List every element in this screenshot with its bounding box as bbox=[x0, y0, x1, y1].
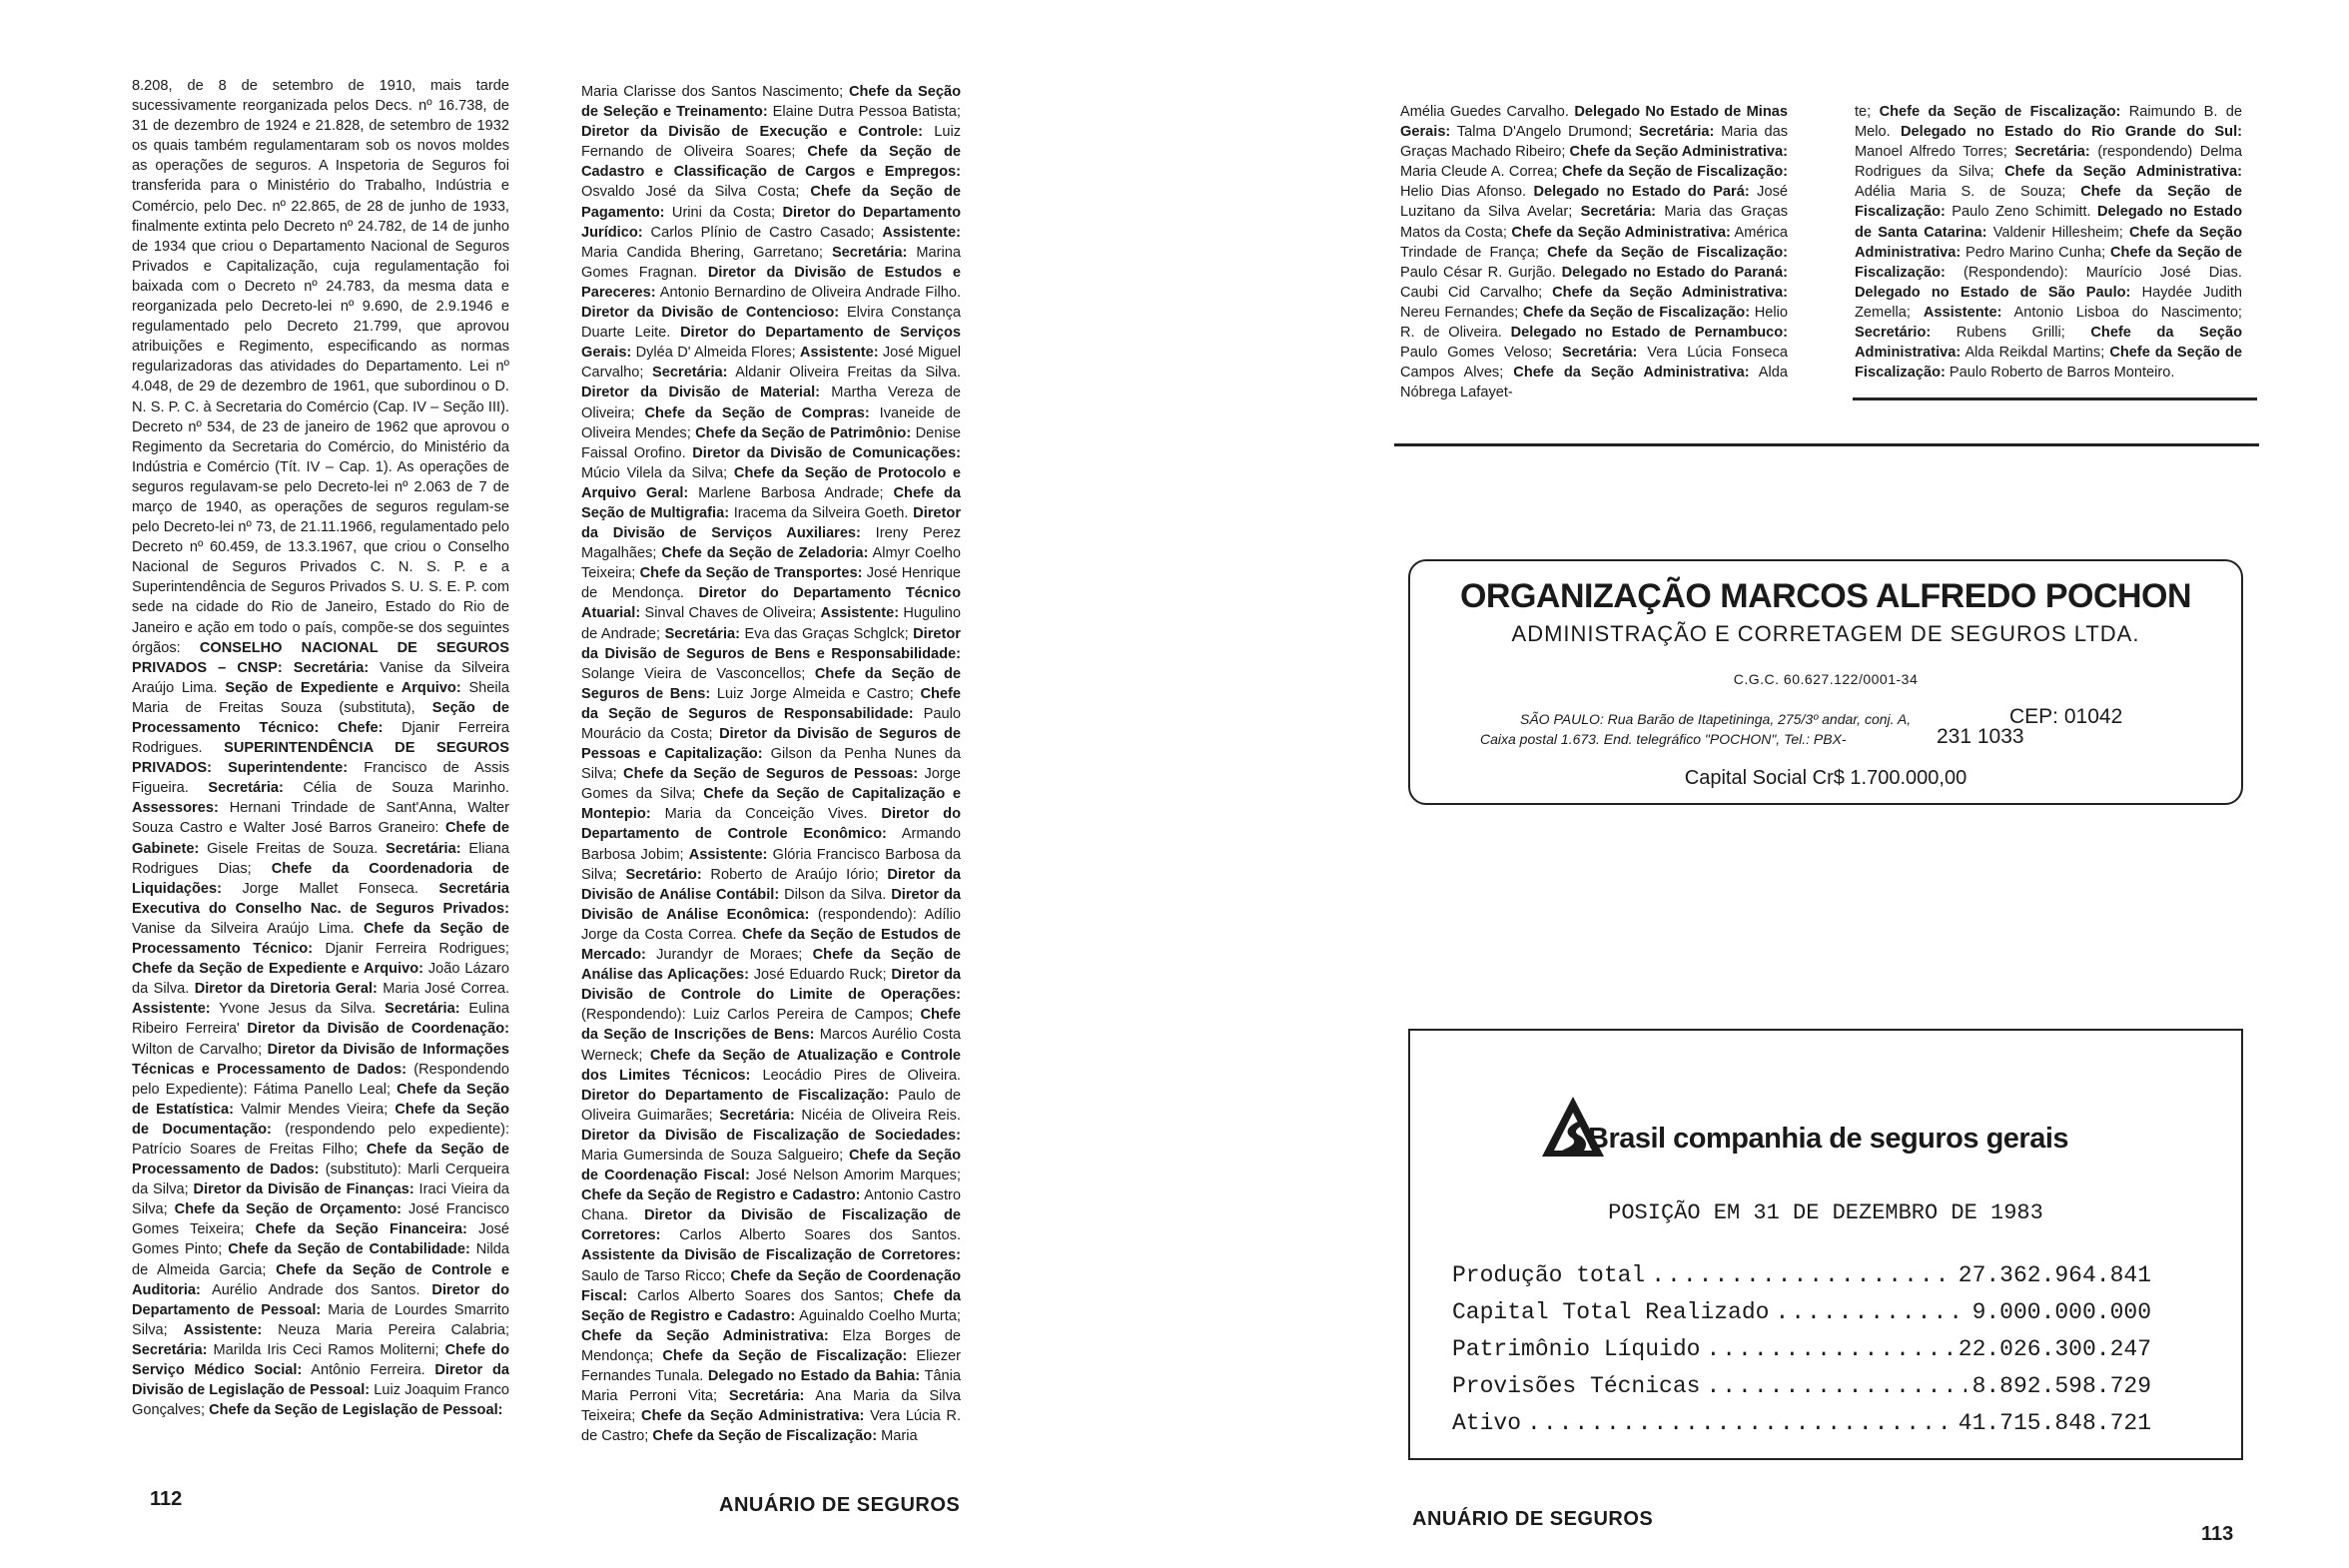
bold-label: Diretor da Divisão de Análise Contábil: bbox=[581, 866, 961, 903]
text-run: Tânia Maria Perroni Vita; bbox=[581, 1368, 961, 1405]
bold-label: Chefe do Serviço Médico Social: bbox=[132, 1341, 509, 1378]
text-run: Dilson da Silva. bbox=[779, 886, 892, 903]
text-run: Alda Nóbrega Lafayet- bbox=[1400, 365, 1788, 401]
bold-label: Chefe da Seção Administrativa: bbox=[1855, 325, 2242, 362]
bold-label: Diretor da Divisão de Finanças: bbox=[193, 1181, 414, 1198]
bold-label: Chefe da Seção de Fiscalização: bbox=[1855, 345, 2242, 382]
bold-label: Secretária: bbox=[386, 840, 461, 857]
bold-label: Delegado no Estado do Rio Grande do Sul: bbox=[1900, 124, 2242, 141]
bold-label: Assistente: bbox=[183, 1321, 263, 1338]
bold-label: Diretor da Divisão de Execução e Controle: bbox=[581, 124, 924, 141]
bold-label: Chefe da Seção de Análise das Aplicações: bbox=[581, 947, 961, 984]
text-run: Paulo Roberto de Barros Monteiro. bbox=[1945, 365, 2175, 382]
text-run: Eva das Graças Schglck; bbox=[740, 625, 914, 642]
text-run: Haydée Judith Zemella; bbox=[1855, 284, 2242, 321]
text-run: Nereu Fernandes; bbox=[1400, 304, 1523, 321]
bold-label: Diretor da Divisão de Contencioso: bbox=[581, 305, 840, 322]
text-run: (respondendo) Delma Rodrigues da Silva; bbox=[1855, 144, 2242, 181]
text-run: (Respondendo): Maurício José Dias. bbox=[1945, 264, 2242, 281]
bold-label: Delegado no Estado de Pernambuco: bbox=[1510, 325, 1788, 342]
bold-label: Seção de Processamento Técnico: Chefe: bbox=[132, 699, 509, 736]
bold-label: Secretária Executiva do Conselho Nac. de Seguros Privados: bbox=[132, 880, 509, 917]
text-run: Carlos Alberto Soares dos Santos; bbox=[627, 1287, 894, 1304]
text-run: Maria da Conceição Vives. bbox=[650, 806, 882, 823]
bold-label: Chefe da Seção de Expediente e Arquivo: bbox=[132, 961, 424, 978]
bold-label: Diretor da Divisão de Legislação de Pessoal: bbox=[132, 1362, 509, 1399]
text-run: Hugulino de Andrade; bbox=[581, 605, 961, 642]
running-head-right: ANUÁRIO DE SEGUROS bbox=[1412, 1508, 1654, 1530]
bold-label: Chefe da Seção de Coordenação Fiscal: bbox=[581, 1267, 961, 1304]
text-run: Eliana Rodrigues Dias; bbox=[132, 840, 509, 877]
dot-leader bbox=[1527, 1410, 1953, 1436]
bold-label: Chefe da Seção de Seleção e Treinamento: bbox=[581, 84, 961, 121]
bold-label: Diretor da Divisão de Informações Técnicas e Processamento de Dados: bbox=[132, 1041, 509, 1078]
bold-label: Delegado no Estado da Bahia: bbox=[707, 1368, 921, 1384]
bold-label: Secretária: bbox=[1561, 345, 1638, 362]
text-run: (substituto): Marli Cerqueira da Silva; bbox=[132, 1162, 509, 1198]
text-run: Djanir Ferreira Rodrigues. bbox=[132, 720, 509, 757]
bold-label: Delegado No Estado de Minas Gerais: bbox=[1400, 104, 1788, 141]
bold-label: Chefe da Seção de Estudos de Mercado: bbox=[581, 926, 961, 964]
text-run: Marilda Iris Ceci Ramos Moliterni; bbox=[207, 1341, 445, 1358]
text-run: Paulo Mourácio da Costa; bbox=[581, 705, 961, 742]
text-run: Maria das Graças Machado Ribeiro; bbox=[1400, 124, 1788, 161]
bold-label: Chefe da Seção Financeira: bbox=[255, 1221, 467, 1238]
pochon-phone: 231 1033 bbox=[1937, 725, 2024, 748]
bold-label: Chefe da Seção de Pagamento: bbox=[581, 184, 961, 221]
text-run: Martha Vereza de Oliveira; bbox=[581, 385, 961, 421]
left-page-column-2 bbox=[581, 82, 961, 1478]
bold-label: Assistente: bbox=[1923, 304, 2002, 321]
text-run: Carlos Plínio de Castro Casado; bbox=[642, 224, 883, 241]
text-run: Maria Clarisse dos Santos Nascimento; bbox=[581, 84, 849, 100]
text-run: Dyléa D' Almeida Flores; bbox=[631, 345, 800, 362]
text-run: Denise Faissal Orofino. bbox=[581, 424, 961, 461]
bold-label: Chefe da Seção de Seguros de Bens: bbox=[581, 665, 961, 702]
text-run: Ana Maria da Silva Teixeira; bbox=[581, 1388, 961, 1425]
brasil-advertisement bbox=[1408, 1029, 2243, 1460]
bold-label: Secretária: bbox=[2014, 144, 2090, 161]
dot-leader bbox=[1775, 1299, 1965, 1325]
text-run: Célia de Souza Marinho. bbox=[283, 780, 509, 797]
bold-label: Secretária: bbox=[385, 1001, 460, 1018]
text-run: José Luzitano da Silva Avelar; bbox=[1400, 184, 1788, 221]
text-run: Jorge Gomes da Silva; bbox=[581, 766, 961, 803]
bold-label: Diretor da Divisão de Fiscalização de Sociedades: bbox=[581, 1127, 961, 1144]
text-run: Neuza Maria Pereira Calabria; bbox=[262, 1321, 509, 1338]
bold-label: Delegado no Estado de Santa Catarina: bbox=[1855, 204, 2242, 241]
text-run: Wilton de Carvalho; bbox=[132, 1041, 268, 1058]
text-run: José Eduardo Ruck; bbox=[748, 967, 892, 984]
text-run: Yvone Jesus da Silva. bbox=[210, 1001, 386, 1018]
text-run: Maria Candida Bhering, Garretano; bbox=[581, 244, 832, 261]
text-run: Helio Dias Afonso. bbox=[1400, 184, 1534, 201]
bold-label: Secretária: bbox=[652, 365, 728, 382]
text-run: Rubens Grilli; bbox=[1931, 325, 2091, 342]
bold-label: Chefe da Seção de Seguros de Pessoas: bbox=[623, 766, 919, 783]
column-text bbox=[1855, 102, 2242, 383]
pochon-company-subtitle: ADMINISTRAÇÃO E CORRETAGEM DE SEGUROS LTDA. bbox=[1511, 621, 2140, 646]
text-run: Paulo Gomes Veloso; bbox=[1400, 345, 1562, 362]
text-run: Vanise da Silveira Araújo Lima. bbox=[132, 920, 364, 937]
text-run: Amélia Guedes Carvalho. bbox=[1400, 104, 1575, 120]
bold-label: Chefe da Seção de Estatística: bbox=[132, 1081, 509, 1118]
position-date: POSIÇÃO EM 31 DE DEZEMBRO DE 1983 bbox=[1608, 1200, 2043, 1225]
bold-label: Assistente: bbox=[132, 1001, 211, 1018]
text-run: Djanir Ferreira Rodrigues; bbox=[313, 941, 509, 958]
bold-label: Delegado no Estado do Paraná: bbox=[1561, 264, 1788, 281]
text-run: (Respondendo pelo Expediente): Fátima Panello Leal; bbox=[132, 1061, 509, 1098]
page-number-left: 112 bbox=[150, 1488, 183, 1510]
financial-value: 41.715.848.721 bbox=[1958, 1410, 2151, 1436]
financial-label: Ativo bbox=[1452, 1410, 1522, 1436]
text-run: Maria bbox=[877, 1428, 918, 1445]
text-run: Maria de Lourdes Smarrito Silva; bbox=[132, 1301, 509, 1338]
financial-label: Patrimônio Líquido bbox=[1452, 1336, 1701, 1362]
bold-label: Chefe da Seção de Fiscalização: bbox=[1879, 104, 2121, 120]
text-run: Paulo César R. Gurjão. bbox=[1400, 264, 1562, 281]
text-run: Armando Barbosa Jobim; bbox=[581, 826, 961, 863]
pochon-advertisement bbox=[1408, 559, 2243, 805]
right-page-column-2 bbox=[1855, 102, 2242, 384]
bold-label: Diretor do Departamento Jurídico: bbox=[581, 204, 961, 241]
bold-label: Diretor da Divisão de Análise Econômica: bbox=[581, 886, 961, 923]
text-run: América Trindade de França; bbox=[1400, 224, 1788, 261]
text-run: Iraci Vieira da Silva; bbox=[132, 1181, 509, 1218]
bold-label: Diretor da Diretoria Geral: bbox=[194, 981, 378, 998]
financial-row-provisions bbox=[1452, 1373, 2151, 1407]
text-run: Múcio Vilela da Silva; bbox=[581, 464, 734, 481]
bold-label: Delegado no Estado de São Paulo: bbox=[1855, 284, 2131, 301]
financial-label: Provisões Técnicas bbox=[1452, 1373, 1701, 1399]
column-text bbox=[132, 76, 509, 1420]
bold-label: Diretor do Departamento de Serviços Gerais: bbox=[581, 325, 961, 362]
text-run: Elza Borges de Mendonça; bbox=[581, 1327, 961, 1364]
financial-label: Capital Total Realizado bbox=[1452, 1299, 1770, 1325]
text-run: Adélia Maria S. de Souza; bbox=[1855, 184, 2081, 201]
bold-label: Diretor da Divisão de Estudos e Pareceres: bbox=[581, 264, 961, 301]
bold-label: Secretária: bbox=[208, 780, 284, 797]
text-run: Maria das Graças Matos da Costa; bbox=[1400, 204, 1788, 241]
pochon-cgc: C.G.C. 60.627.122/0001-34 bbox=[1733, 671, 1919, 687]
bold-label: Chefe da Seção de Fiscalização: bbox=[1855, 244, 2242, 281]
financial-row-assets bbox=[1452, 1410, 2151, 1444]
bold-label: Diretor da Divisão de Seguros de Pessoas e Capitalização: bbox=[581, 726, 961, 763]
text-run: Iracema da Silveira Goeth. bbox=[729, 504, 914, 521]
text-run: Valdenir Hillesheim; bbox=[1986, 224, 2129, 241]
text-run: Talma D'Angelo Drumond; bbox=[1450, 124, 1639, 141]
bold-label: Chefe da Seção de Processamento de Dados: bbox=[132, 1141, 509, 1178]
financial-value: 27.362.964.841 bbox=[1958, 1262, 2151, 1288]
dot-leader bbox=[1651, 1262, 1953, 1288]
bold-label: Assistente: bbox=[799, 345, 879, 362]
text-run: Eliezer Fernandes Tunala. bbox=[581, 1347, 961, 1384]
bold-label: Chefe da Seção de Zeladoria: bbox=[661, 545, 869, 562]
bold-label: Chefe da Seção de Fiscalização: bbox=[1855, 184, 2242, 221]
text-run: Aldanir Oliveira Freitas da Silva. bbox=[727, 365, 961, 382]
bold-label: Diretor do Departamento de Pessoal: bbox=[132, 1281, 509, 1318]
running-head-left: ANUÁRIO DE SEGUROS bbox=[719, 1494, 961, 1516]
bold-label: Chefe da Seção de Capitalização e Montepio: bbox=[581, 786, 961, 823]
dot-leader bbox=[1706, 1373, 1965, 1399]
bold-label: Chefe da Seção de Fiscalização: bbox=[1547, 244, 1788, 261]
text-run: Raimundo B. de Melo. bbox=[1855, 104, 2242, 141]
bold-label: Chefe da Seção Administrativa: bbox=[641, 1408, 865, 1425]
bold-label: Secretário: bbox=[1855, 325, 1932, 342]
text-run: Maria José Correa. bbox=[377, 981, 509, 998]
dot-leader bbox=[1706, 1336, 1952, 1362]
text-run: te; bbox=[1855, 104, 1880, 120]
text-run: Aurélio Andrade dos Santos. bbox=[200, 1281, 432, 1298]
text-run: Luiz Jorge Almeida e Castro; bbox=[710, 685, 921, 702]
text-run: Marina Gomes Fragnan. bbox=[581, 244, 961, 281]
text-run: Luiz Joaquim Franco Gonçalves; bbox=[132, 1382, 509, 1419]
financial-row-capital bbox=[1452, 1299, 2151, 1333]
text-run: Leocádio Pires de Oliveira. bbox=[750, 1067, 961, 1084]
pochon-address-line-1: SÃO PAULO: Rua Barão de Itapetininga, 275/3º andar, conj. A, bbox=[1520, 711, 1912, 727]
text-run: (respondendo): Adílio Jorge da Costa Correa. bbox=[581, 906, 961, 943]
text-run: Helio R. de Oliveira. bbox=[1400, 304, 1788, 342]
bold-label: Chefe da Seção de Registro e Cadastro: bbox=[581, 1187, 861, 1204]
text-run: Paulo Zeno Schimitt. bbox=[1945, 204, 2098, 221]
text-run: Manoel Alfredo Torres; bbox=[1855, 144, 2015, 161]
financial-label: Produção total bbox=[1452, 1262, 1646, 1288]
text-run: Hernani Trindade de Sant'Anna, Walter Souza Castro e Walter José Barros Graneiro: bbox=[132, 800, 509, 837]
bold-label: Delegado no Estado do Pará: bbox=[1533, 184, 1750, 201]
text-run: Solange Vieira de Vasconcellos; bbox=[581, 665, 815, 682]
bold-label: Diretor da Divisão de Serviços Auxiliares: bbox=[581, 504, 961, 542]
bold-label: Chefe da Seção de Inscrições de Bens: bbox=[581, 1007, 961, 1044]
text-run: José Francisco Gomes Teixeira; bbox=[132, 1201, 509, 1238]
bold-label: Chefe da Seção de Coordenação Fiscal: bbox=[581, 1147, 961, 1184]
text-run: Aguinaldo Coelho Murta; bbox=[795, 1307, 961, 1324]
bold-label: Diretor do Departamento de Fiscalização: bbox=[581, 1087, 890, 1104]
bold-label: Chefe da Seção de Processamento Técnico: bbox=[132, 920, 509, 958]
bold-label: Assistente: bbox=[820, 605, 900, 622]
bold-label: Seção de Expediente e Arquivo: bbox=[225, 679, 461, 696]
text-run: Alda Reikdal Martins; bbox=[1960, 345, 2110, 362]
text-run: Saulo de Tarso Ricco; bbox=[581, 1267, 731, 1284]
text-run: Pedro Marino Cunha; bbox=[1960, 244, 2111, 261]
text-run: Elvira Constança Duarte Leite. bbox=[581, 305, 961, 342]
text-run: (Respondendo): Luiz Carlos Pereira de Campos; bbox=[581, 1007, 921, 1024]
text-run: Osvaldo José da Silva Costa; bbox=[581, 184, 811, 201]
bold-label: Chefe da Seção de Fiscalização: bbox=[652, 1428, 878, 1445]
bold-label: Diretor da Divisão de Seguros de Bens e Responsabilidade: bbox=[581, 625, 961, 662]
financial-value: 8.892.598.729 bbox=[1971, 1373, 2151, 1399]
text-run: Almyr Coelho Teixeira; bbox=[581, 545, 961, 582]
text-run: Elaine Dutra Pessoa Batista; bbox=[767, 104, 961, 121]
bold-label: Secretária: bbox=[728, 1388, 805, 1405]
section-divider-rule bbox=[1394, 443, 2259, 446]
bold-label: Chefe da Seção Administrativa: bbox=[2004, 164, 2242, 181]
bold-label: Diretor da Divisão de Material: bbox=[581, 385, 821, 401]
text-run: Nicéia de Oliveira Reis. bbox=[794, 1107, 961, 1124]
text-run: Glória Francisco Barbosa da Silva; bbox=[581, 846, 961, 883]
text-run: José Miguel Carvalho; bbox=[581, 345, 961, 382]
bold-label: Chefe da Seção de Controle e Auditoria: bbox=[132, 1261, 509, 1298]
pochon-company-name: ORGANIZAÇÃO MARCOS ALFREDO POCHON bbox=[1459, 577, 2192, 615]
bold-label: Chefe da Seção de Fiscalização: bbox=[1522, 304, 1751, 321]
bold-label: Chefe da Seção de Legislação de Pessoal: bbox=[209, 1402, 503, 1419]
bold-label: Chefe da Seção Administrativa: bbox=[1552, 284, 1788, 301]
page-number-right: 113 bbox=[2201, 1523, 2234, 1545]
bold-label: Chefe de Gabinete: bbox=[132, 820, 509, 857]
bold-label: Chefe da Seção de Cadastro e Classificação de Cargos e Empregos: bbox=[581, 144, 961, 181]
bold-label: Chefe da Seção de Documentação: bbox=[132, 1101, 509, 1138]
bold-label: Diretor da Divisão de Comunicações: bbox=[692, 444, 961, 461]
text-run: José Henrique de Mendonça. bbox=[581, 565, 961, 602]
text-run: Maria Gumersinda de Souza Salgueiro; bbox=[581, 1147, 849, 1164]
text-run: Maria Cleude A. Correa; bbox=[1400, 164, 1562, 181]
bold-label: Chefe da Seção de Registro e Cadastro: bbox=[581, 1287, 961, 1324]
text-run: Vera Lúcia R. de Castro; bbox=[581, 1408, 961, 1445]
left-page-column-1 bbox=[132, 76, 509, 1472]
text-run: José Gomes Pinto; bbox=[132, 1221, 509, 1258]
financial-row-production bbox=[1452, 1262, 2151, 1296]
text-run: Antonio Lisboa do Nascimento; bbox=[2001, 304, 2242, 321]
text-run: Marcos Aurélio Costa Werneck; bbox=[581, 1027, 961, 1064]
text-run: Carlos Alberto Soares dos Santos. bbox=[660, 1227, 961, 1244]
text-run: Vanise da Silveira Araújo Lima. bbox=[132, 659, 509, 696]
column-end-rule bbox=[1853, 397, 2257, 400]
text-run: 8.208, de 8 de setembro de 1910, mais tarde sucessivamente reorganizada pelos Decs. nº 16.738, de 31 de dezembro de 1924 e 21.828, de setembro de 1932 os quais também regulamentaram sob os novos moldes as operações de seguros. A Inspetoria de Seguros foi transferida para o Ministério do Trabalho, Indústria e Comércio, pelo Dec. nº 22.865, de 28 de junho de 1933, finalmente extinta pelo Decreto nº 24.782, de 14 de junho de 1934 que criou o Departamento Nacional de Seguros Privados e Capitalização, cuja regulamentação foi baixada com o Decreto nº 24.783, da mesma data e reorganizada pelo Decreto-lei nº 9.690, de 2.9.1946 e regulamentado pelo Decreto 21.799, que aprovou atribuições e Regimento, especificando as normas regularizadoras das atividades do Departamento. Lei nº 4.048, de 29 de dezembro de 1961, que subordinou o D. N. S. P. C. à Secretaria do Comércio (Cap. IV – Seção III). Decreto nº 534, de 23 de janeiro de 1962 que aprovou o Regimento da Secretaria do Comércio, do Ministério da Indústria e Comércio (Tít. IV – Cap. 1). As operações de seguros regulavam-se pelo Decreto-lei nº 2.063 de 7 de março de 1940, as operações de seguros regulam-se pelo Decreto-lei nº 73, de 21.11.1966, regulamentado pelo Decreto nº 60.459, de 13.3.1967, que criou o Conselho Nacional de Seguros Privados C. N. S. P. e a Superintendência de Seguros Privados S. U. S. E. P. com sede na cidade do Rio de Janeiro, Estado do Rio de Janeiro e ação em todo o país, compõe-se dos seguintes órgãos: bbox=[132, 78, 509, 656]
bold-label: SUPERINTENDÊNCIA DE SEGUROS PRIVADOS: Superintendente: bbox=[132, 740, 509, 777]
text-run: Valmir Mendes Vieira; bbox=[233, 1101, 395, 1118]
text-run: Luiz Fernando de Oliveira Soares; bbox=[581, 124, 961, 161]
bold-label: Assistente da Divisão de Fiscalização de Corretores: bbox=[581, 1247, 961, 1264]
text-run: Sheila Maria de Freitas Souza (substituta), bbox=[132, 679, 509, 716]
bold-label: Secretária: bbox=[1638, 124, 1715, 141]
bold-label: Secretária: bbox=[831, 244, 908, 261]
bold-label: CONSELHO NACIONAL DE SEGUROS PRIVADOS – CNSP: Secretária: bbox=[132, 639, 509, 676]
bold-label: Secretária: bbox=[1580, 204, 1657, 221]
text-run: Ivaneide de Oliveira Mendes; bbox=[581, 404, 961, 441]
bold-label: Chefe da Seção de Seguros de Responsabilidade: bbox=[581, 685, 961, 722]
pochon-capital-social: Capital Social Cr$ 1.700.000,00 bbox=[1684, 767, 1967, 789]
text-run: Roberto de Araújo Iório; bbox=[701, 866, 888, 883]
pochon-cep: CEP: 01042 bbox=[2009, 705, 2123, 728]
text-run: Paulo de Oliveira Guimarães; bbox=[581, 1087, 961, 1124]
bold-label: Chefe da Seção de Contabilidade: bbox=[228, 1241, 470, 1258]
bold-label: Diretor da Divisão de Controle do Limite de Operações: bbox=[581, 967, 961, 1004]
bold-label: Chefe da Seção de Orçamento: bbox=[174, 1201, 401, 1218]
bold-label: Diretor do Departamento de Controle Econômico: bbox=[581, 806, 961, 843]
text-run: Marlene Barbosa Andrade; bbox=[688, 484, 894, 501]
bold-label: Diretor da Divisão de Coordenação: bbox=[247, 1021, 509, 1038]
column-text bbox=[1400, 102, 1788, 402]
text-run: Caubi Cid Carvalho; bbox=[1400, 284, 1553, 301]
bold-label: Chefe da Coordenadoria de Liquidações: bbox=[132, 860, 509, 897]
brasil-company-name: Brasil companhia de seguros gerais bbox=[1588, 1123, 2069, 1155]
bold-label: Chefe da Seção Administrativa: bbox=[581, 1327, 829, 1344]
text-run: Nilda de Almeida Garcia; bbox=[132, 1241, 509, 1278]
text-run: (respondendo pelo expediente): Patrício Soares de Freitas Filho; bbox=[132, 1121, 509, 1158]
bold-label: Secretária: bbox=[719, 1107, 795, 1124]
bold-label: Chefe da Seção de Atualização e Controle dos Limites Técnicos: bbox=[581, 1047, 961, 1084]
bold-label: Chefe da Seção de Fiscalização: bbox=[1561, 164, 1788, 181]
text-run: Urini da Costa; bbox=[664, 204, 783, 221]
text-run: Francisco de Assis Figueira. bbox=[132, 760, 509, 797]
bold-label: Assessores: bbox=[132, 800, 219, 817]
bold-label: Chefe da Seção de Fiscalização: bbox=[662, 1347, 908, 1364]
bold-label: Diretor do Departamento Técnico Atuarial: bbox=[581, 585, 961, 622]
text-run: José Nelson Amorim Marques; bbox=[749, 1168, 961, 1184]
bold-label: Chefe da Seção Administrativa: bbox=[1569, 144, 1788, 161]
pochon-address-line-2: Caixa postal 1.673. End. telegráfico "POCHON", Tel.: PBX- bbox=[1480, 731, 1847, 747]
bold-label: Chefe da Seção de Patrimônio: bbox=[695, 424, 912, 441]
text-run: Sinval Chaves de Oliveira; bbox=[640, 605, 821, 622]
text-run: Antonio Bernardino de Oliveira Andrade Filho. bbox=[655, 284, 961, 301]
financial-value: 9.000.000.000 bbox=[1971, 1299, 2151, 1325]
bold-label: Chefe da Seção de Compras: bbox=[644, 404, 870, 421]
bold-label: Chefe da Seção Administrativa: bbox=[1513, 365, 1750, 382]
text-run: João Lázaro da Silva. bbox=[132, 961, 509, 998]
text-run: Jurandyr de Moraes; bbox=[645, 947, 813, 964]
bold-label: Assistente: bbox=[688, 846, 768, 863]
right-page-column-1 bbox=[1400, 102, 1788, 403]
bold-label: Chefe da Seção Administrativa: bbox=[1855, 224, 2242, 261]
text-run: Jorge Mallet Fonseca. bbox=[222, 880, 439, 897]
bold-label: Chefe da Seção Administrativa: bbox=[1511, 224, 1731, 241]
text-run: Antonio Castro Chana. bbox=[581, 1187, 961, 1224]
text-run: Gisele Freitas de Souza. bbox=[199, 840, 387, 857]
text-run: Ireny Perez Magalhães; bbox=[581, 525, 961, 562]
bold-label: Secretária: bbox=[664, 625, 741, 642]
bold-label: Chefe da Seção de Protocolo e Arquivo Geral: bbox=[581, 464, 961, 501]
text-run: Eulina Ribeiro Ferreira' bbox=[132, 1001, 509, 1038]
financial-value: 22.026.300.247 bbox=[1958, 1336, 2151, 1362]
financial-row-equity bbox=[1452, 1336, 2151, 1370]
bold-label: Diretor da Divisão de Fiscalização de Corretores: bbox=[581, 1207, 961, 1244]
text-run: Gilson da Penha Nunes da Silva; bbox=[581, 746, 961, 783]
bold-label: Secretário: bbox=[625, 866, 702, 883]
bold-label: Chefe da Seção de Multigrafia: bbox=[581, 484, 961, 521]
text-run: Vera Lúcia Fonseca Campos Alves; bbox=[1400, 345, 1788, 382]
column-text bbox=[581, 82, 961, 1446]
bold-label: Secretária: bbox=[132, 1341, 208, 1358]
bold-label: Chefe da Seção de Transportes: bbox=[639, 565, 863, 582]
bold-label: Assistente: bbox=[882, 224, 961, 241]
text-run: Antônio Ferreira. bbox=[302, 1362, 435, 1378]
